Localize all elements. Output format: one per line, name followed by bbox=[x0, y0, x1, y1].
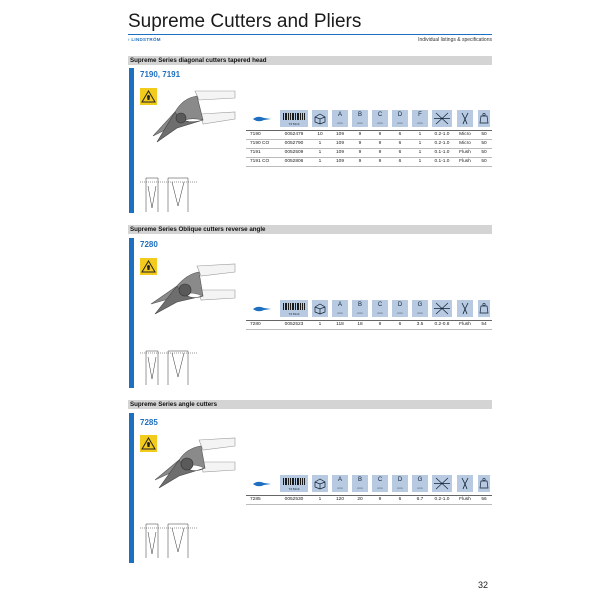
oblique-cutter-photo bbox=[147, 260, 237, 330]
col-header-b: B mm bbox=[352, 300, 368, 317]
page-subtitle: Individual listings & specifications bbox=[418, 37, 492, 43]
diagonal-cutter-photo bbox=[147, 86, 237, 156]
spec-table bbox=[246, 110, 492, 167]
col-header-b: B mm bbox=[352, 475, 368, 492]
table-row: 7191 CO 0052806 1 109 9 9 6 1 0.1-1.0 Flush 50 bbox=[246, 157, 492, 166]
col-header-d: D mm bbox=[392, 475, 408, 492]
page-title: Supreme Cutters and Pliers bbox=[128, 11, 362, 32]
col-header-g: G mm bbox=[412, 300, 428, 317]
section-accent-strip bbox=[129, 413, 134, 563]
section-accent-strip bbox=[129, 238, 134, 388]
header-rule bbox=[128, 34, 492, 35]
product-code: 7280 bbox=[140, 240, 158, 249]
weight-icon bbox=[478, 475, 490, 492]
barcode-icon bbox=[280, 475, 308, 492]
col-header-d: D mm bbox=[392, 300, 408, 317]
wire-capacity-icon bbox=[432, 475, 452, 492]
table-row: 7191 0052509 1 109 9 9 6 1 0.1-1.0 Flush 50 bbox=[246, 148, 492, 157]
col-header-d: D mm bbox=[392, 110, 408, 127]
table-row: 7190 CO 0052790 1 109 9 9 6 1 0.2-1.0 Micro 50 bbox=[246, 139, 492, 148]
col-header-c: C mm bbox=[372, 110, 388, 127]
table-row: 7280 0052523 1 118 18 9 6 3.5 0.2-0.8 Flush 54 bbox=[246, 320, 492, 329]
brand-name: LINDSTRÖM bbox=[131, 37, 161, 42]
cut-type-icon bbox=[457, 110, 473, 127]
spec-table bbox=[246, 475, 492, 505]
col-header-c: C mm bbox=[372, 475, 388, 492]
package-icon bbox=[312, 110, 328, 127]
package-icon bbox=[312, 300, 328, 317]
section-accent-strip bbox=[129, 68, 134, 213]
table-row: 7190 0052479 10 109 9 9 6 1 0.2-1.0 Micro 50 bbox=[246, 130, 492, 139]
spec-table bbox=[246, 300, 492, 330]
angle-cutter-photo bbox=[147, 432, 237, 502]
cut-type-icon bbox=[457, 300, 473, 317]
barcode-icon bbox=[280, 300, 308, 317]
table-row: 7285 0052530 1 120 20 9 6 6.7 0.2-1.0 Flush 56 bbox=[246, 495, 492, 504]
cutter-head-icon bbox=[252, 304, 272, 314]
col-header-c: C mm bbox=[372, 300, 388, 317]
section-title-diagonal-cutters: Supreme Series diagonal cutters tapered head bbox=[128, 56, 492, 65]
col-header-a: A mm bbox=[332, 110, 348, 127]
col-header-a: A mm bbox=[332, 300, 348, 317]
product-code: 7190, 7191 bbox=[140, 70, 181, 79]
barcode-icon bbox=[280, 110, 308, 127]
col-header-f: F mm bbox=[412, 110, 428, 127]
weight-icon bbox=[478, 300, 490, 317]
cutter-head-icon bbox=[252, 479, 272, 489]
cutter-head-icon bbox=[252, 114, 272, 124]
section-title-angle-cutters: Supreme Series angle cutters bbox=[128, 400, 492, 409]
dimension-drawing bbox=[138, 345, 200, 387]
wire-capacity-icon bbox=[432, 300, 452, 317]
col-header-b: B mm bbox=[352, 110, 368, 127]
dimension-drawing bbox=[138, 172, 200, 214]
page-number: 32 bbox=[478, 580, 489, 590]
barcode-label: 73 5413 bbox=[288, 312, 300, 317]
cut-type-icon bbox=[457, 475, 473, 492]
wire-capacity-icon bbox=[432, 110, 452, 127]
brand-logo: › LINDSTRÖM bbox=[128, 37, 161, 42]
barcode-label: 73 5413 bbox=[288, 487, 300, 492]
weight-icon bbox=[478, 110, 490, 127]
dimension-drawing bbox=[138, 518, 200, 560]
section-title-oblique-cutters: Supreme Series Oblique cutters reverse angle bbox=[128, 225, 492, 234]
package-icon bbox=[312, 475, 328, 492]
product-code: 7285 bbox=[140, 418, 158, 427]
barcode-label: 73 5413 bbox=[288, 122, 300, 127]
col-header-g: G mm bbox=[412, 475, 428, 492]
col-header-a: A mm bbox=[332, 475, 348, 492]
